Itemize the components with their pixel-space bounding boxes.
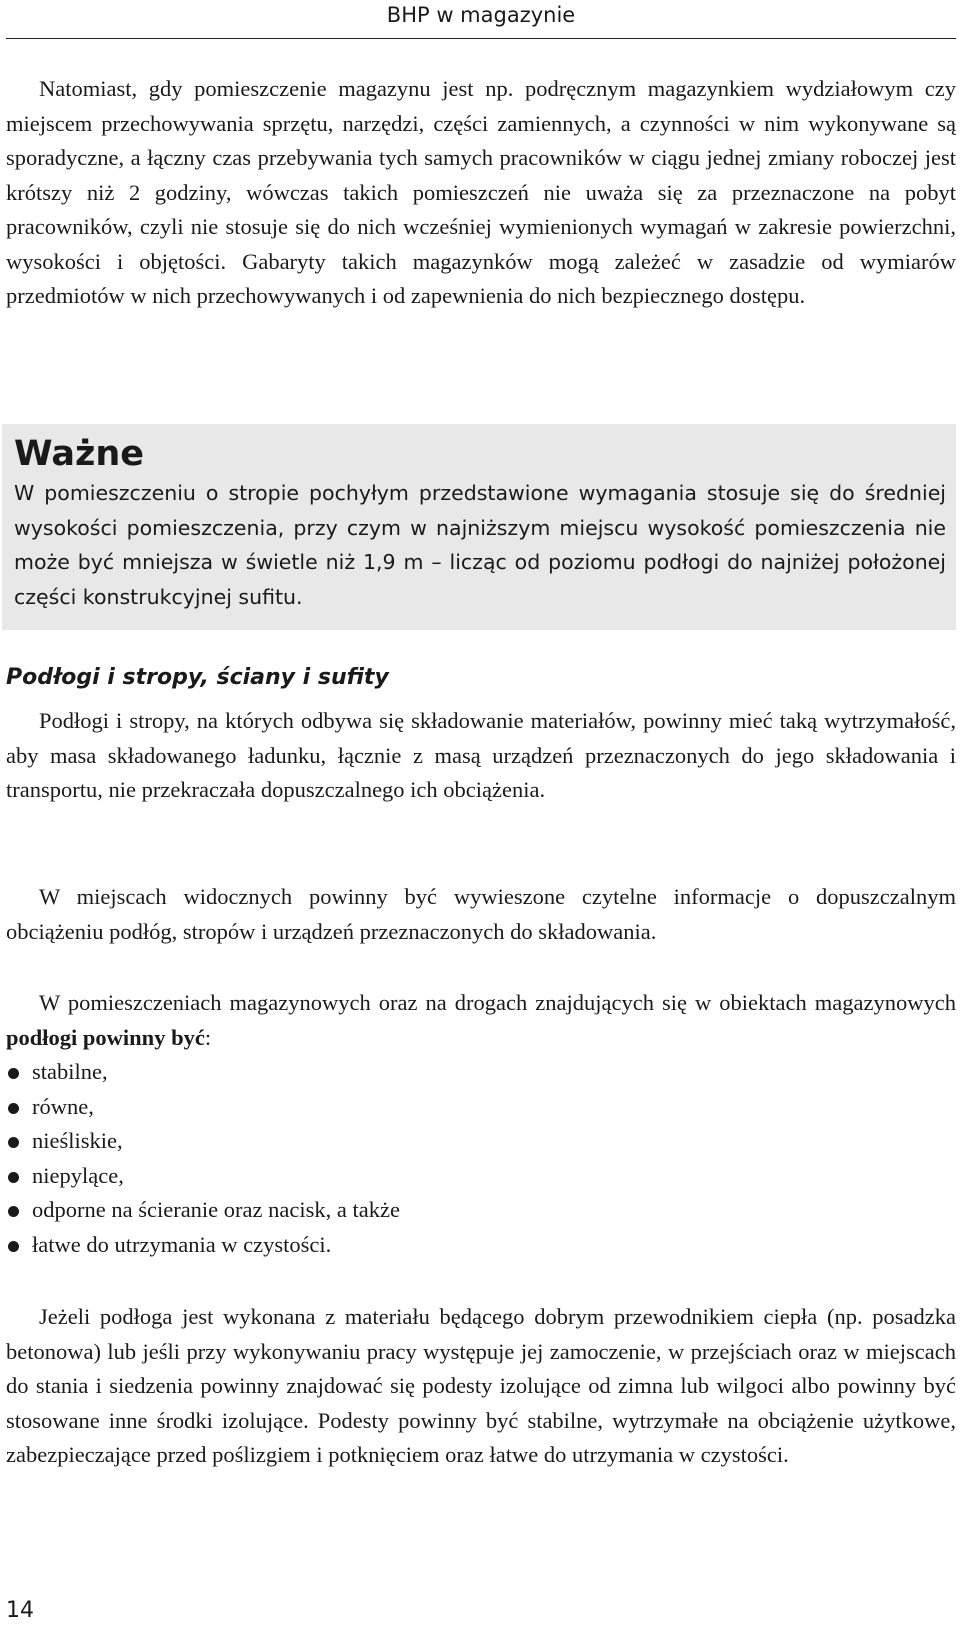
list-item: niepylące,	[6, 1159, 956, 1194]
list-item: nieśliskie,	[6, 1124, 956, 1159]
important-title: Ważne	[14, 434, 145, 474]
section-heading: Podłogi i stropy, ściany i sufity	[6, 665, 389, 690]
running-header: BHP w magazynie	[6, 0, 956, 39]
list-item: stabilne,	[6, 1055, 956, 1090]
load-info-paragraph: W miejscach widocznych powinny być wywieszone czytelne informacje o dopuszczalnym obciążeniu podłóg, stropów i urządzeń przeznaczonych do składowania.	[6, 884, 956, 944]
page-number: 14	[6, 1598, 34, 1623]
list-item: równe,	[6, 1090, 956, 1125]
important-text: W pomieszczeniu o stropie pochyłym przedstawione wymagania stosuje się do średniej wysokości pomieszczenia, przy czym w najniższym miejscu wysokość pomieszczenia nie może być mniejsza w świetle niż 1,9 m – licząc od poziomu podłogi do najniżej położonej części konstrukcyjnej sufitu.	[14, 481, 946, 609]
requirements-intro-text: W pomieszczeniach magazynowych oraz na drogach znajdujących się w obiektach magazynowych	[39, 990, 956, 1015]
requirements-intro	[6, 986, 956, 1055]
intro-paragraph: Natomiast, gdy pomieszczenie magazynu jest np. podręcznym magazynkiem wydziałowym czy miejscem przechowywania sprzętu, narzędzi, części zamiennych, a czynności w nim wykonywane są sporadyczne, a łączny czas przebywania tych samych pracowników w ciągu jednej zmiany roboczej jest krótszy niż 2 godziny, wówczas takich pomieszczeń nie uważa się za przeznaczone na pobyt pracowników, czyli nie stosuje się do nich wcześniej wymienionych wymagań w zakresie powierzchni, wysokości i objętości. Gabaryty takich magazynków mogą zależeć w zasadzie od wymiarów przedmiotów w nich przechowywanych i od zapewnienia do nich bezpiecznego dostępu.	[6, 76, 956, 308]
requirements-list	[6, 1055, 956, 1262]
floor-requirements	[6, 986, 956, 1262]
list-item: łatwe do utrzymania w czystości.	[6, 1228, 956, 1263]
insulation-paragraph: Jeżeli podłoga jest wykonana z materiału będącego dobrym przewodnikiem ciepła (np. posadzka betonowa) lub jeśli przy wykonywaniu pracy występuje jej zamoczenie, w przejściach oraz w miejscach do stania i siedzenia powinny znajdować się podesty izolujące od zimna lub wilgoci albo powinny być stosowane inne środki izolujące. Podesty powinny być stabilne, wytrzymałe na obciążenie użytkowe, zabezpieczające przed poślizgiem i potknięciem oraz łatwe do utrzymania w czystości.	[6, 1304, 956, 1467]
important-box	[2, 424, 956, 630]
requirements-intro-colon: :	[204, 1024, 212, 1050]
requirements-intro-bold: podłogi powinny być	[6, 1024, 205, 1050]
floors-paragraph: Podłogi i stropy, na których odbywa się składowanie materiałów, powinny mieć taką wytrzymałość, aby masa składowanego ładunku, łącznie z masą urządzeń przeznaczonych do jego składowania i transportu, nie przekraczała dopuszczalnego ich obciążenia.	[6, 708, 956, 802]
list-item: odporne na ścieranie oraz nacisk, a także	[6, 1193, 956, 1228]
